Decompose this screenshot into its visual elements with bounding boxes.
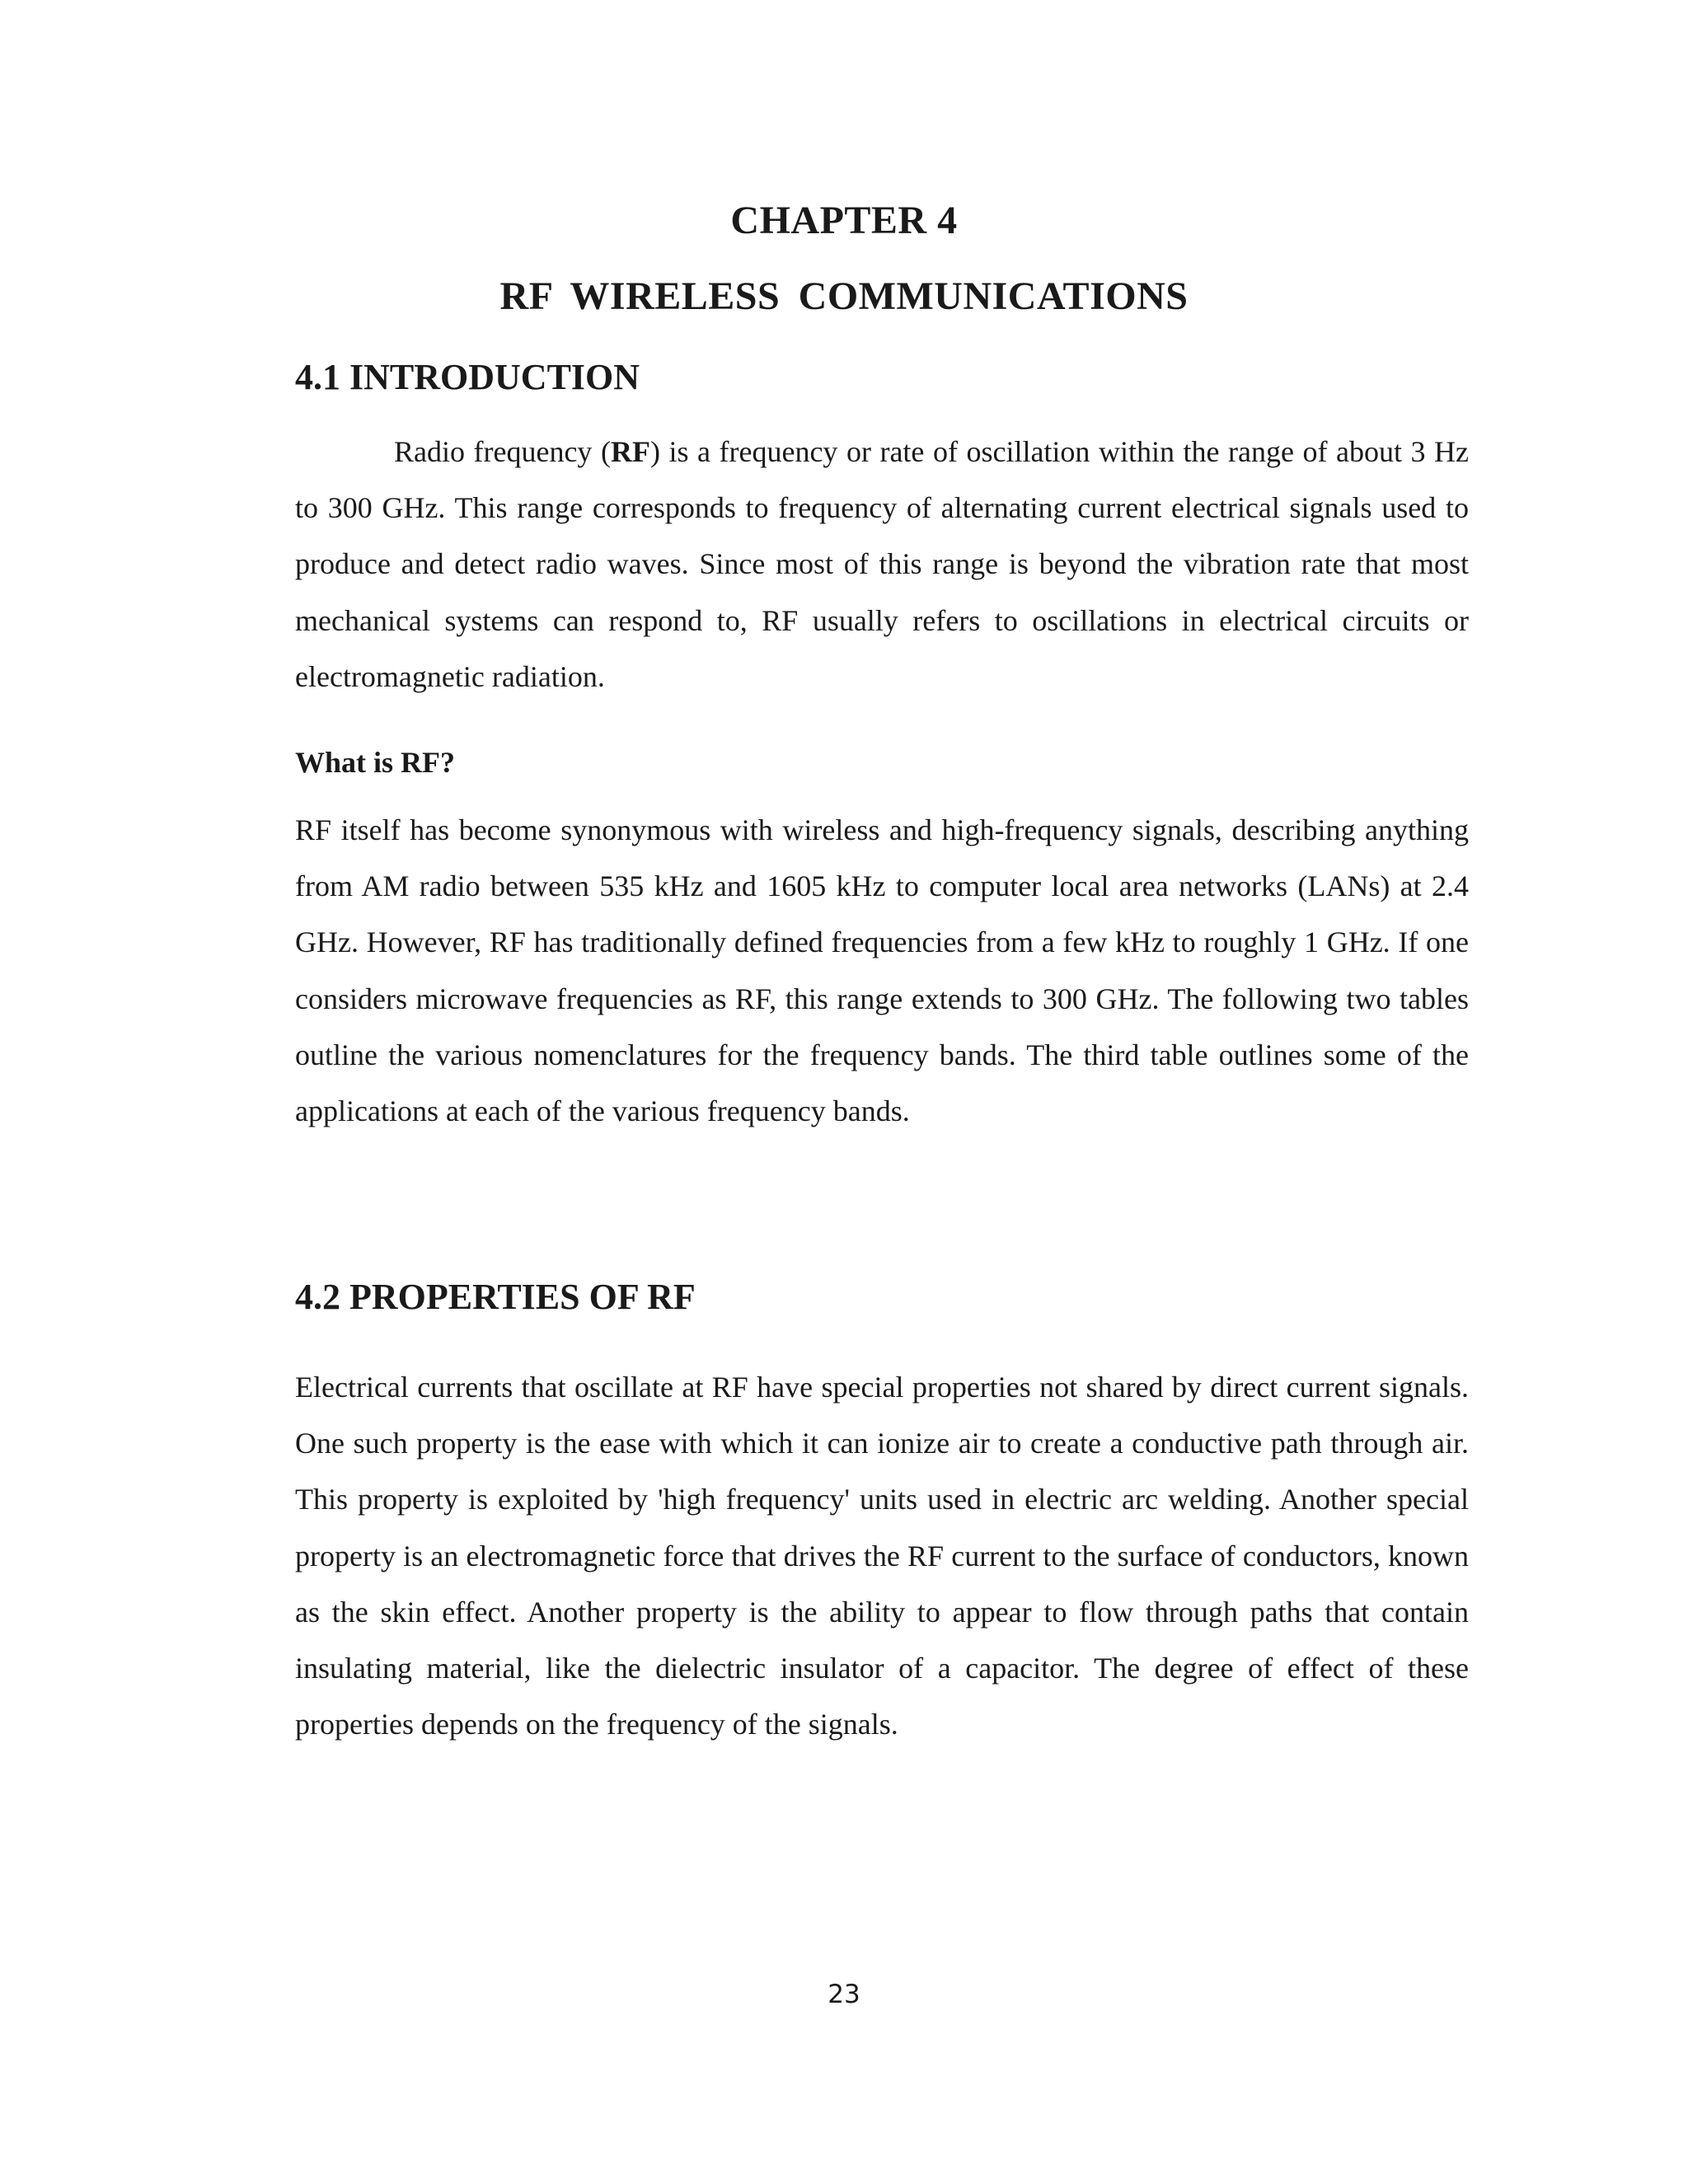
subheading-what-is-rf: What is RF? [295,746,456,779]
page-number: 23 [828,1980,860,2009]
properties-paragraph: Electrical currents that oscillate at RF have special properties not shared by direct current signals. One such property is the ease with which it can ionize air to create a conductive path through air. This property is exploited by 'high frequency' units used in electric arc welding. Another special property is an electromagnetic force that drives the RF current to the surface of conductors, known as the skin effect. Another property is the ability to appear to flow through paths that contain insulating material, like the dielectric insulator of a capacitor. The degree of effect of these properties depends on the frequency of the signals. [295,1371,1469,1741]
rf-bold-term: RF [610,435,650,468]
chapter-number: CHAPTER 4 [730,199,958,242]
section-heading-properties: 4.2 PROPERTIES OF RF [295,1277,696,1317]
intro-text-rest: ) is a frequency or rate of oscillation within the range of about 3 Hz to 300 GHz. This range corresponds to frequency of alternating current electrical signals used to produce and detect radio waves. Since most of this range is beyond the vibration rate that most mechanical systems can respond to, RF usually refers to oscillations in electrical circuits or electromagnetic radiation. [295,435,1469,693]
intro-text-start: Radio frequency ( [394,435,611,468]
section-heading-introduction: 4.1 INTRODUCTION [295,357,640,397]
what-is-rf-paragraph: RF itself has become synonymous with wireless and high-frequency signals, describing anything from AM radio between 535 kHz and 1605 kHz to computer local area networks (LANs) at 2.4 GHz. However, RF has traditionally defined frequencies from a few kHz to roughly 1 GHz. If one considers microwave frequencies as RF, this range extends to 300 GHz. The following two tables outline the various nomenclatures for the frequency bands. The third table outlines some of the applications at each of the various frequency bands. [295,813,1469,1128]
introduction-paragraph [295,424,1469,705]
chapter-title: RF WIRELESS COMMUNICATIONS [499,274,1189,318]
